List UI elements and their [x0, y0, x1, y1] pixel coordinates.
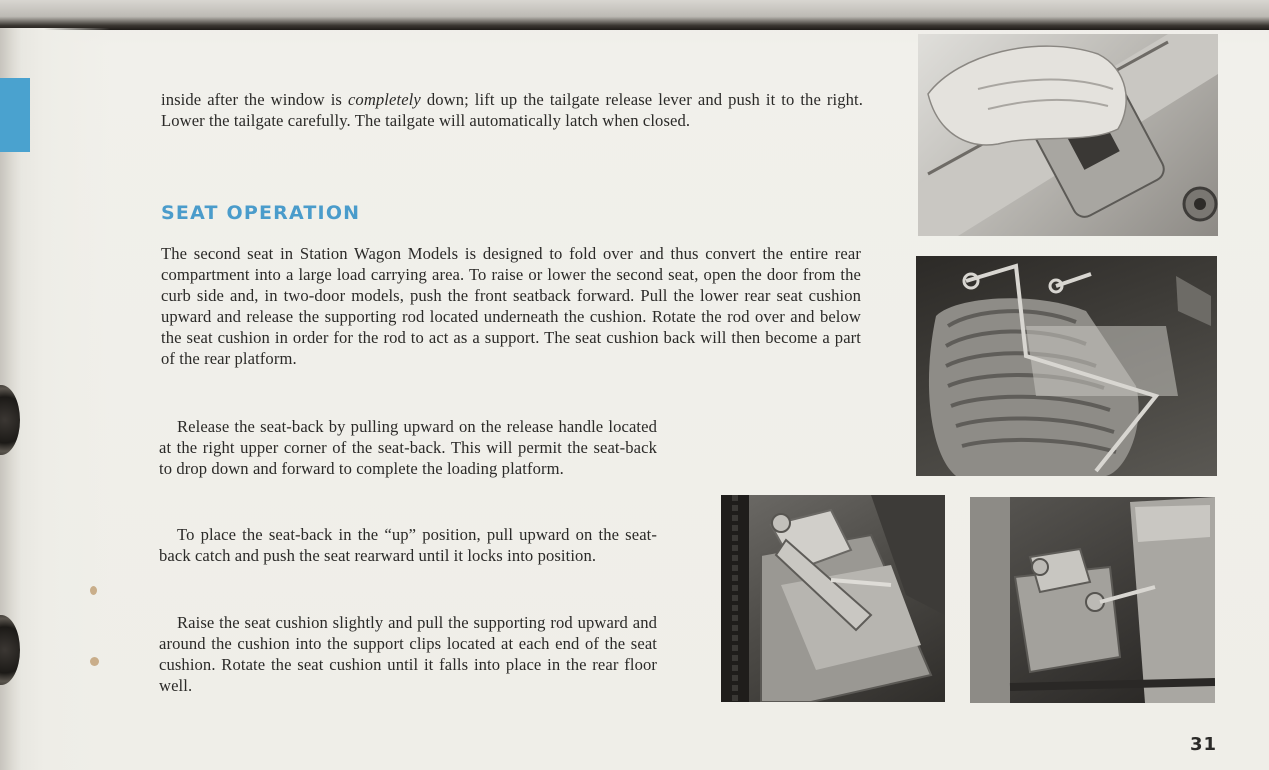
section-tab	[0, 78, 30, 152]
release-seatback-paragraph: Release the seat-back by pulling upward on the release handle located at the right upper corner of the seat-back. This will permit the seat-back to drop down and forward to complete the loading platform.	[159, 417, 657, 478]
intro-text: inside after the window is	[161, 90, 348, 109]
seat-intro-paragraph: The second seat in Station Wagon Models is designed to fold over and thus convert the entire rear compartment into a large load carrying area. To raise or lower the second seat, open the door from the curb side and, in two-door models, push the front seatback forward. Pull the lower rear seat cushion upward and release the supporting rod located underneath the cushion. Rotate the rod over and below the seat cushion in order for the rod to act as a support. The seat cushion back will then become a part of the rear platform.	[161, 244, 861, 368]
seat-latch-illustration	[970, 497, 1215, 703]
place-seatback-paragraph: To place the seat-back in the “up” position, pull upward on the seat-back catch and push the seat rearward until it locks into position.	[159, 525, 657, 565]
intro-text-rest: down; lift up the tailgate release lever and push it to the right. Lower the tailgate carefully. The tailgate will automatically latch when closed.	[161, 90, 863, 130]
seatback-catch-illustration	[721, 495, 945, 702]
page-stain	[90, 657, 99, 666]
page-number: 31	[1190, 734, 1218, 755]
page-stain	[90, 586, 97, 595]
page-top-edge	[0, 0, 1269, 30]
section-heading: SEAT OPERATION	[161, 202, 361, 224]
tailgate-lever-illustration	[918, 34, 1218, 236]
intro-paragraph	[161, 89, 863, 131]
intro-emphasis: completely	[347, 90, 421, 109]
seat-latch-photo	[970, 497, 1215, 703]
seat-rod-illustration	[916, 256, 1217, 476]
tailgate-lever-photo	[918, 34, 1218, 236]
seatback-catch-photo	[721, 495, 945, 702]
raise-cushion-paragraph: Raise the seat cushion slightly and pull the supporting rod upward and around the cushion into the support clips located at each end of the seat cushion. Rotate the seat cushion until it falls into place in the rear floor well.	[159, 613, 657, 695]
seat-rod-photo	[916, 256, 1217, 476]
